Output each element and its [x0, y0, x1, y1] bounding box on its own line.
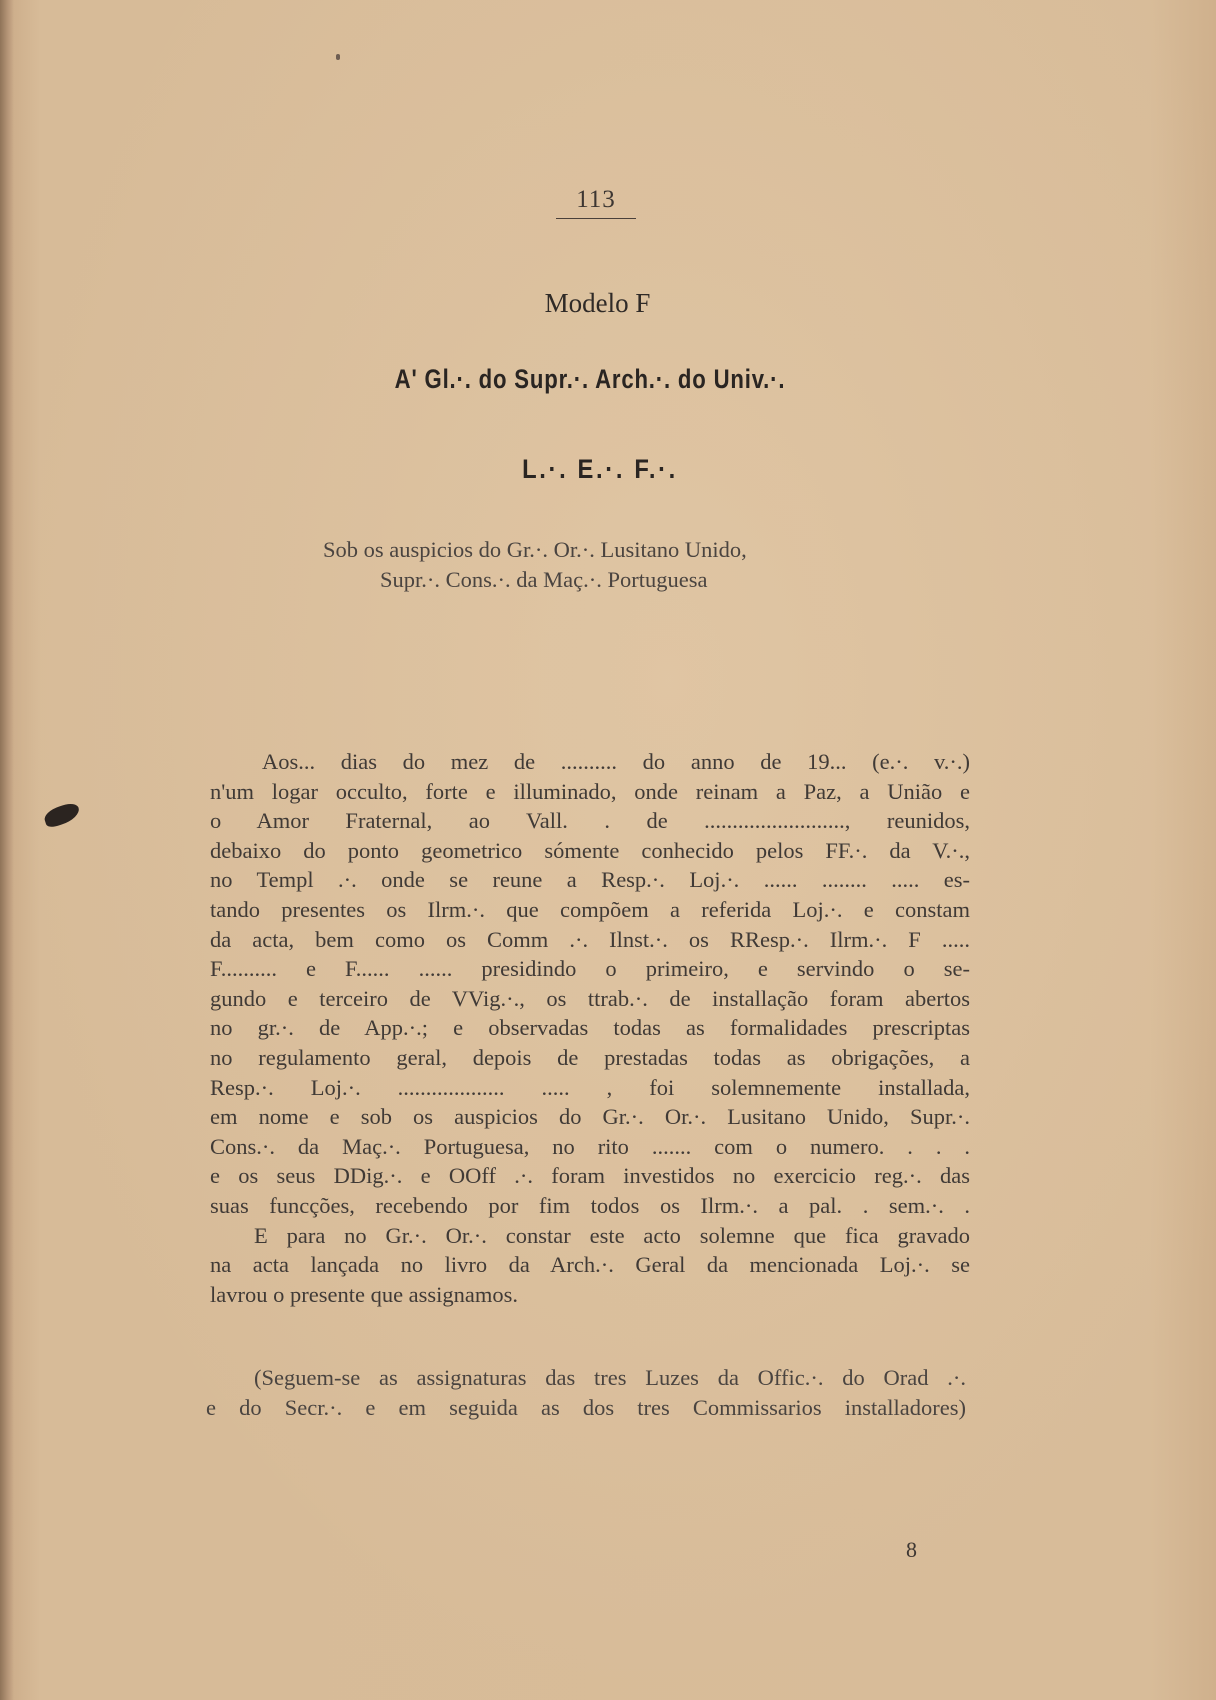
invocation-heading: A' Gl.·. do Supr.·. Arch.·. do Univ.·. [394, 364, 786, 394]
body-line: E para no Gr.·. Or.·. constar este acto solemne que fica gravado [254, 1222, 970, 1248]
ink-speck [336, 54, 340, 60]
sheet-number: 8 [906, 1537, 917, 1562]
body-line: F.......... e F...... ...... presidindo o primeiro, e servindo o se- [210, 956, 970, 982]
page-number-top: 113 [556, 186, 636, 219]
ink-stain [42, 801, 82, 829]
body-line: no regulamento geral, depois de prestadas todas as obrigações, a [210, 1044, 970, 1070]
body-line: e os seus DDig.·. e OOff .·. foram investidos no exercicio reg.·. das [210, 1163, 970, 1189]
auspices-line-1: Sob os auspicios do Gr.·. Or.·. Lusitano Unido, [323, 537, 747, 562]
body-line: no Templ .·. onde se reune a Resp.·. Loj.·. ...... ........ ..... es- [210, 867, 970, 893]
auspices-block [300, 535, 920, 595]
body-line: em nome e sob os auspicios do Gr.·. Or.·. Lusitano Unido, Supr.·. [210, 1104, 970, 1130]
body-line: gundo e terceiro de VVig.·., os ttrab.·. de installação foram abertos [210, 985, 970, 1011]
body-line: suas funcções, recebendo por fim todos os Ilrm.·. a pal. . sem.·. . [210, 1192, 970, 1218]
body-line: n'um logar occulto, forte e illuminado, onde reinam a Paz, a União e [210, 778, 970, 804]
signature-note [206, 1363, 966, 1423]
body-line: no gr.·. de App.·.; e observadas todas as formalidades prescriptas [210, 1015, 970, 1041]
lodge-initials: L.·. E.·. F.·. [522, 454, 678, 484]
body-line: debaixo do ponto geometrico sómente conhecido pelos FF.·. da V.·., [210, 837, 970, 863]
binding-edge [0, 0, 14, 1700]
body-line: da acta, bem como os Comm .·. Ilnst.·. os RResp.·. Ilrm.·. F ..... [210, 926, 970, 952]
model-title: Modelo F [544, 288, 651, 318]
body-line: o Amor Fraternal, ao Vall. . de ........................., reunidos, [210, 808, 970, 834]
body-line: Resp.·. Loj.·. ................... ..... , foi solemnemente installada, [210, 1074, 970, 1100]
note-line: e do Secr.·. e em seguida as dos tres Commissarios installadores) [206, 1395, 966, 1420]
note-line: (Seguem-se as assignaturas das tres Luzes da Offic.·. do Orad .·. [254, 1365, 966, 1390]
body-line: tando presentes os Ilrm.·. que compõem a referida Loj.·. e constam [210, 896, 970, 922]
body-line: Cons.·. da Maç.·. Portuguesa, no rito ....... com o numero. . . . [210, 1133, 970, 1159]
body-line: na acta lançada no livro da Arch.·. Geral da mencionada Loj.·. se [210, 1252, 970, 1278]
body-paragraph [210, 747, 970, 1309]
body-line: lavrou o presente que assignamos. [210, 1281, 519, 1307]
body-line: Aos... dias do mez de .......... do anno de 19... (e.·. v.·.) [262, 749, 970, 774]
auspices-line-2: Supr.·. Cons.·. da Maç.·. Portuguesa [380, 567, 708, 592]
